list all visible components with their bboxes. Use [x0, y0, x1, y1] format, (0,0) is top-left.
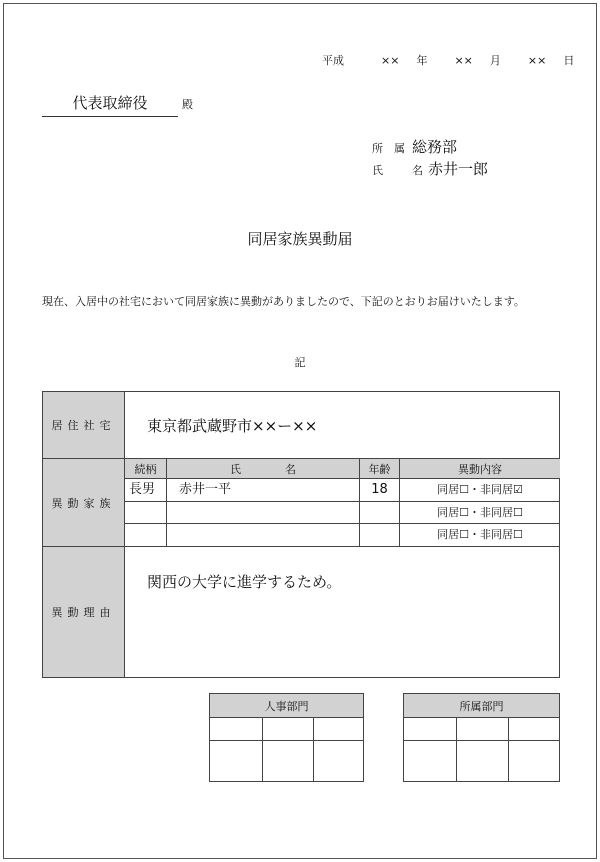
- residence-value: 東京都武蔵野市××ー××: [125, 392, 560, 459]
- addressee-name: 代表取締役: [42, 92, 178, 117]
- hr-approval-col-line-2: [313, 718, 314, 781]
- row2-change: 同居☐・非同居☐: [400, 502, 560, 524]
- body-text: 現在、入居中の社宅において同居家族に異動がありましたので、下記のとおりお届けいたします。: [42, 295, 525, 308]
- col-relation-header: 続柄: [125, 459, 167, 479]
- sender-name-label-2: 名: [412, 164, 423, 177]
- sender-dept-row: [372, 136, 457, 157]
- residence-label: 居住社宅: [43, 392, 125, 459]
- hr-approval-col-line-1: [262, 718, 263, 781]
- hr-approval-divider: [210, 740, 363, 741]
- month-value: ××: [454, 54, 473, 67]
- row1-change: 同居☐・非同居☑: [400, 479, 560, 502]
- dept-approval-col-line-1: [456, 718, 457, 781]
- dept-approval-col-line-2: [508, 718, 509, 781]
- reason-value: 関西の大学に進学するため。: [147, 573, 342, 591]
- row3-relation: [125, 524, 167, 547]
- sender-dept-value: 総務部: [412, 138, 458, 156]
- row2-name: [167, 502, 360, 524]
- day-unit: 日: [563, 54, 575, 67]
- sender-name-label-1: 氏: [372, 164, 383, 177]
- addressee-honorific: 殿: [182, 98, 193, 111]
- year-value: ××: [381, 54, 400, 67]
- family-label: 異動家族: [43, 459, 125, 547]
- era: 平成: [322, 54, 344, 67]
- row3-name: [167, 524, 360, 547]
- row3-change: 同居☐・非同居☐: [400, 524, 560, 547]
- hr-approval-label: 人事部門: [210, 694, 363, 718]
- row2-relation: [125, 502, 167, 524]
- row1-name: 赤井一平: [167, 479, 360, 502]
- day-value: ××: [527, 54, 547, 67]
- col-change-header: 異動内容: [400, 459, 560, 479]
- col-age-header: 年齢: [360, 459, 400, 479]
- dept-approval-label: 所属部門: [404, 694, 559, 718]
- row1-relation: 長男: [125, 479, 167, 502]
- row1-age: 18: [360, 479, 400, 502]
- sender-dept-label: 所 属: [372, 142, 405, 155]
- month-unit: 月: [489, 54, 501, 67]
- date-line: [322, 52, 574, 68]
- year-unit: 年: [416, 54, 428, 67]
- sender-name-value: 赤井一郎: [428, 160, 489, 178]
- dept-approval-divider: [404, 740, 559, 741]
- row2-age: [360, 502, 400, 524]
- hr-approval-box: [209, 693, 364, 782]
- document-title: 同居家族異動届: [247, 230, 353, 248]
- col-name-header: 氏 名: [167, 459, 360, 479]
- reason-label: 異動理由: [43, 547, 125, 677]
- ki-mark: 記: [294, 356, 306, 369]
- family-change-form: [42, 391, 560, 678]
- row3-age: [360, 524, 400, 547]
- sender-name-row: [372, 158, 488, 179]
- dept-approval-box: [403, 693, 560, 782]
